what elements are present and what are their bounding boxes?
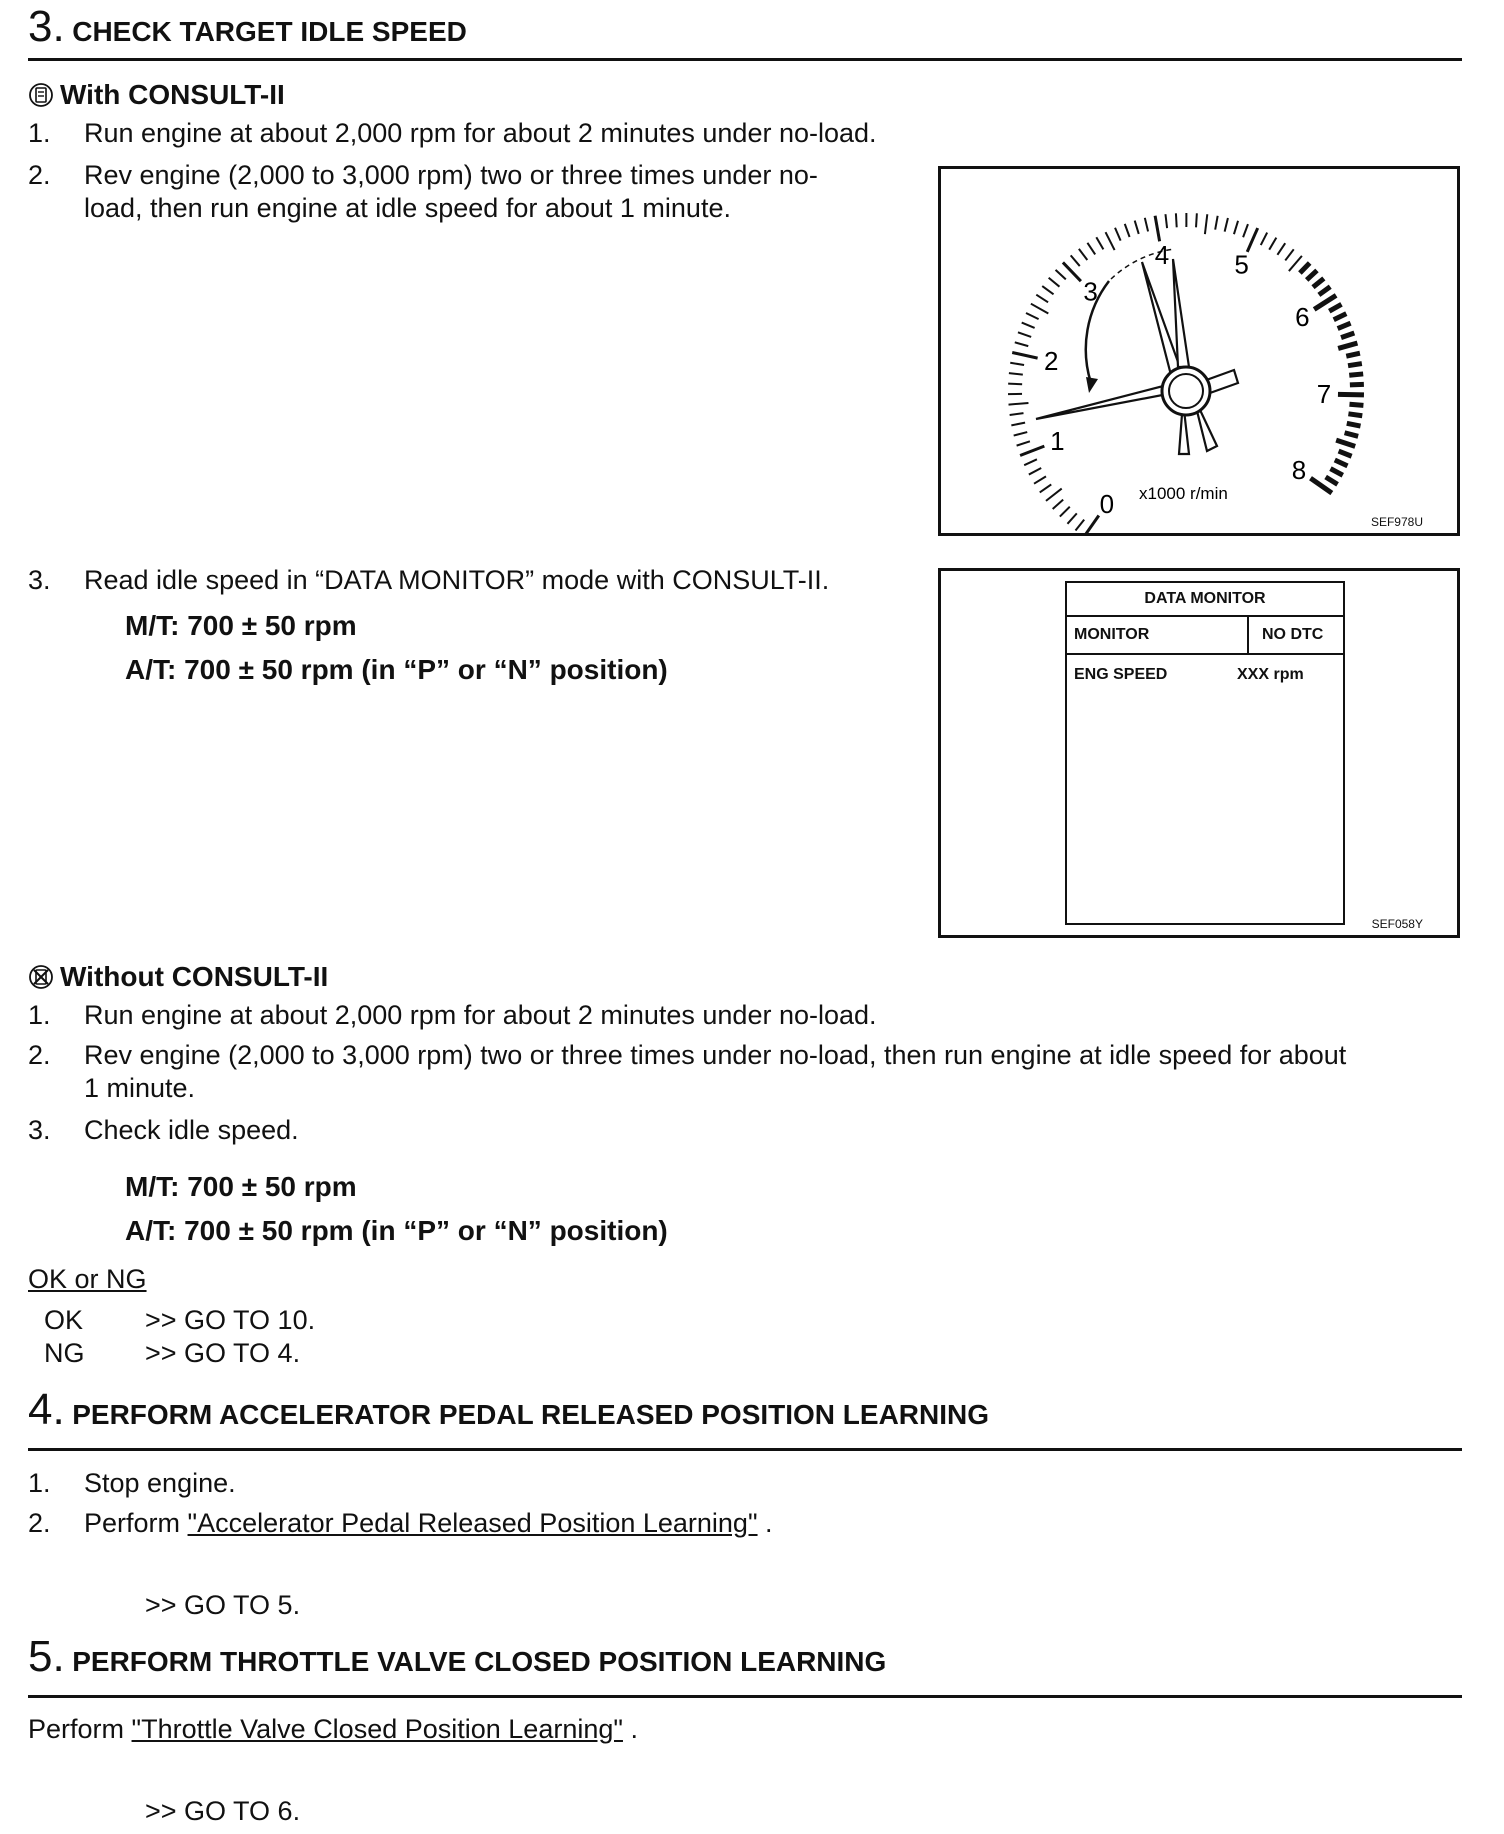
tach-tick [1348, 364, 1362, 366]
without-spec-mt: M/T: 700 ± 50 rpm [125, 1171, 357, 1202]
tach-tick [1024, 459, 1037, 465]
tach-tick [1060, 507, 1070, 517]
tach-tick [1155, 216, 1160, 242]
tach-tick [1341, 333, 1354, 338]
tach-tick [1234, 221, 1238, 234]
monitor-item: ENG SPEED [1074, 666, 1168, 683]
no-consult-icon [28, 964, 54, 997]
with-item-2-line1: Rev engine (2,000 to 3,000 rpm) two or three times under no- [84, 160, 818, 190]
tach-tick [1307, 270, 1317, 279]
monitor-title: DATA MONITOR [1067, 583, 1343, 617]
tach-tick [1339, 451, 1352, 456]
without-item-1-num: 1. [28, 1000, 51, 1030]
accelerator-learning-link[interactable]: "Accelerator Pedal Released Position Learning" [187, 1508, 758, 1538]
tach-tick [1243, 224, 1248, 237]
step4-item-1-num: 1. [28, 1468, 51, 1498]
monitor-col-divider [1247, 617, 1249, 653]
tach-tick [1040, 484, 1052, 492]
result-ng-action[interactable]: >> GO TO 4. [145, 1338, 301, 1368]
tach-tick [1300, 263, 1310, 273]
tach-tick [1345, 433, 1359, 437]
tach-tick [1326, 477, 1338, 484]
step-4-number: 4. [28, 1385, 65, 1434]
tach-tick [1205, 214, 1207, 234]
tach-tick [1336, 440, 1355, 446]
tach-label-1: 1 [1050, 426, 1065, 457]
tach-needle-3 [1036, 384, 1173, 419]
consult-icon [28, 82, 54, 115]
tach-figure-code: SEF978U [1370, 515, 1423, 529]
tach-tick [1334, 314, 1347, 320]
with-item-3-num: 3. [28, 565, 51, 595]
monitor-col-status: NO DTC [1262, 626, 1324, 643]
tachometer-figure [938, 166, 1460, 536]
tach-tick [1071, 255, 1080, 266]
tach-tick [1008, 384, 1022, 385]
tach-needle-2 [1173, 259, 1189, 367]
step5-perform [28, 1714, 638, 1745]
step4-item-2-num: 2. [28, 1508, 51, 1538]
tach-tick [1009, 373, 1023, 374]
without-spec-at: A/T: 700 ± 50 rpm (in “P” or “N” position) [125, 1215, 668, 1246]
tach-tick [1285, 249, 1293, 260]
with-item-1-num: 1. [28, 118, 51, 148]
tach-tick [1049, 278, 1060, 287]
without-item-2-num: 2. [28, 1040, 51, 1070]
step-3-rule [28, 58, 1462, 61]
tach-tick [1313, 278, 1324, 287]
tach-tick [1031, 304, 1048, 314]
tach-label-5: 5 [1234, 249, 1249, 280]
without-consult-heading [28, 961, 328, 997]
tach-label-7: 7 [1316, 379, 1332, 410]
tach-tick [1012, 352, 1037, 358]
step4-item-1-text: Stop engine. [84, 1468, 236, 1498]
tach-tick [1338, 394, 1364, 395]
tach-label-6: 6 [1295, 301, 1310, 332]
tach-tick [1145, 218, 1148, 232]
tach-hub-inner [1169, 374, 1203, 408]
tach-tick [1053, 500, 1063, 509]
tach-tick [1017, 441, 1030, 445]
without-item-2-line1: Rev engine (2,000 to 3,000 rpm) two or three times under no-load, then run engine at idle speed for about [84, 1040, 1347, 1070]
tach-tick [1096, 237, 1103, 249]
tach-tick [1176, 213, 1177, 227]
without-item-3-num: 3. [28, 1115, 51, 1145]
tach-tick [1084, 516, 1099, 533]
tach-tick [1350, 384, 1364, 385]
monitor-col-monitor: MONITOR [1074, 626, 1150, 643]
step-4-header [28, 1385, 989, 1435]
tach-tick [1319, 287, 1330, 295]
tach-unit: x1000 r/min [1139, 484, 1228, 503]
with-spec-at: A/T: 700 ± 50 rpm (in “P” or “N” position) [125, 654, 668, 685]
tach-tick [1338, 323, 1351, 328]
result-ng-key: NG [44, 1338, 85, 1368]
tach-tick [1010, 413, 1024, 415]
tach-tick [1261, 233, 1267, 245]
without-item-3-text: Check idle speed. [84, 1115, 299, 1145]
tach-tick [1125, 224, 1130, 237]
monitor-figure-code: SEF058Y [1371, 917, 1423, 931]
tach-tick [1079, 249, 1087, 260]
step-3-number: 3. [28, 2, 65, 51]
tachometer-gauge [941, 169, 1457, 533]
with-item-1-text: Run engine at about 2,000 rpm for about 2 minutes under no-load. [84, 118, 877, 148]
with-item-3-text: Read idle speed in “DATA MONITOR” mode with CONSULT-II. [84, 565, 830, 595]
tach-tick [1020, 446, 1044, 455]
tach-tick [1215, 216, 1217, 230]
tach-tick [1026, 313, 1039, 319]
tach-tick [1349, 404, 1363, 405]
result-ok-key: OK [44, 1305, 84, 1335]
step4-perform-prefix: Perform [84, 1508, 188, 1538]
step4-goto[interactable]: >> GO TO 5. [145, 1590, 301, 1620]
step4-perform-suffix: . [757, 1508, 773, 1538]
monitor-screen [1065, 581, 1345, 925]
tach-tick [1135, 221, 1139, 234]
tach-tick [1036, 295, 1048, 303]
step-3-header [28, 2, 467, 52]
without-item-1-text: Run engine at about 2,000 rpm for about 2 minutes under no-load. [84, 1000, 877, 1030]
tach-tick [1015, 342, 1028, 346]
step-3-title: CHECK TARGET IDLE SPEED [72, 16, 467, 47]
tach-label-8: 8 [1291, 455, 1307, 486]
tach-tick [1034, 476, 1046, 483]
tach-tick [1029, 468, 1041, 475]
monitor-value: XXX rpm [1237, 666, 1304, 683]
tach-tick [1056, 270, 1066, 280]
tach-tick [1348, 414, 1362, 416]
with-consult-label: With CONSULT-II [60, 79, 285, 110]
tach-tick [1014, 432, 1028, 436]
tach-tick [1011, 423, 1025, 426]
with-item-2-line2: load, then run engine at idle speed for about 1 minute. [84, 193, 731, 223]
tach-tick [1087, 243, 1095, 255]
tach-tick [1346, 353, 1360, 356]
tach-tick [1247, 228, 1257, 252]
tach-tick [1046, 489, 1062, 501]
tach-arrow-head [1086, 377, 1098, 393]
step4-item-2 [84, 1508, 773, 1539]
step-5-number: 5. [28, 1632, 65, 1681]
with-item-2-num: 2. [28, 160, 51, 190]
tach-tick [1225, 218, 1228, 232]
with-spec-mt: M/T: 700 ± 50 rpm [125, 610, 357, 641]
without-consult-label: Without CONSULT-II [60, 961, 329, 992]
tach-tick [1338, 343, 1357, 348]
tach-tick [1269, 238, 1276, 250]
tach-tick [1018, 332, 1031, 337]
step-4-title: PERFORM ACCELERATOR PEDAL RELEASED POSITION LEARNING [72, 1399, 990, 1430]
tach-tick [1330, 469, 1342, 476]
step-5-header [28, 1632, 886, 1682]
step5-goto[interactable]: >> GO TO 6. [145, 1796, 301, 1826]
tach-tick [1009, 403, 1029, 405]
tach-tick [1277, 243, 1285, 255]
tach-tick [1329, 304, 1341, 311]
step-5-title: PERFORM THROTTLE VALVE CLOSED POSITION LEARNING [72, 1646, 887, 1677]
result-ok-action[interactable]: >> GO TO 10. [145, 1305, 316, 1335]
tach-label-0: 0 [1099, 489, 1115, 520]
tach-tick [1165, 214, 1167, 228]
result-label: OK or NG [28, 1264, 147, 1294]
tach-tick [1115, 228, 1121, 241]
step-5-rule [28, 1695, 1462, 1698]
with-consult-heading [28, 79, 285, 115]
tach-tick [1335, 460, 1348, 466]
step5-perform-prefix: Perform [28, 1714, 132, 1744]
tach-tick [1067, 513, 1076, 523]
without-item-2-line2: 1 minute. [84, 1073, 196, 1103]
tach-label-2: 2 [1044, 346, 1059, 377]
tach-tick [1196, 213, 1197, 227]
tach-tick [1347, 423, 1361, 426]
step5-perform-suffix: . [622, 1714, 638, 1744]
tach-tick [1022, 323, 1035, 328]
tach-label-3: 3 [1083, 276, 1098, 307]
tach-tick [1106, 232, 1115, 250]
tach-label-4: 4 [1154, 240, 1170, 271]
monitor-header-row [1067, 617, 1343, 655]
tach-tick [1349, 374, 1363, 375]
tach-tick [1075, 520, 1084, 531]
throttle-learning-link[interactable]: "Throttle Valve Closed Position Learning" [131, 1714, 623, 1744]
tach-tick [1042, 286, 1053, 294]
monitor-data-row [1067, 655, 1343, 695]
data-monitor-figure [938, 568, 1460, 938]
tach-tick [1289, 256, 1302, 271]
step-4-rule [28, 1448, 1462, 1451]
tach-tick [1010, 363, 1024, 365]
